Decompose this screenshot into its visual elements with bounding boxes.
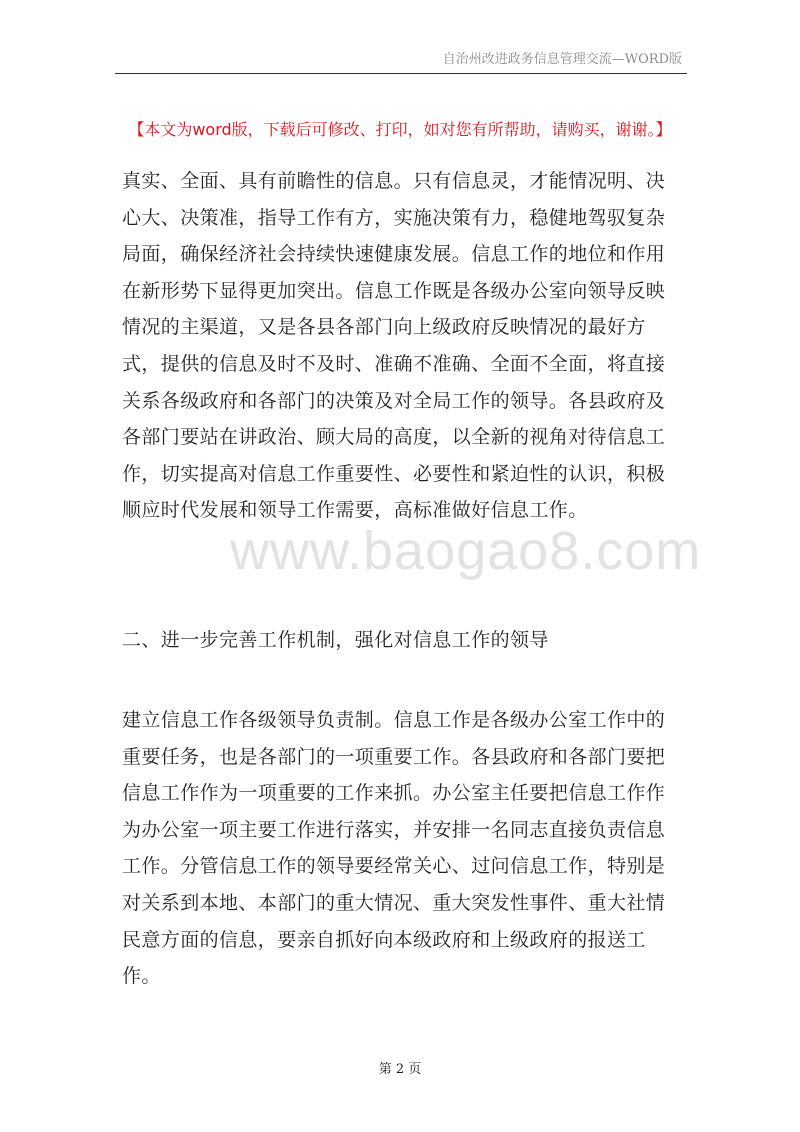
watermark-text: www.baogao8.com [230, 521, 702, 581]
promo-notice: 【本文为word版，下载后可修改、打印，如对您有所帮助，请购买，谢谢。】 [128, 120, 672, 139]
document-header-title: 自治州改进政务信息管理交流—WORD版 [442, 52, 682, 67]
section-heading: 二、进一步完善工作机制，强化对信息工作的领导 [122, 629, 549, 651]
body-paragraph-1: 真实、全面、具有前瞻性的信息。只有信息灵，才能情况明、决心大、决策准，指导工作有方，实施决策有力，稳健地驾驭复杂局面，确保经济社会持续快速健康发展。信息工作的地位和作用在新形势下显得更加突出。信息工作既是各级办公室向领导反映情况的主渠道，又是各县各部门向上级政府反映情况的最好方式，提供的信息及时不及时、准确不准确、全面不全面，将直接关系各级政府和各部门的决策及对全局工作的领导。各县政府及各部门要站在讲政治、顾大局的高度，以全新的视角对待信息工作，切实提高对信息工作重要性、必要性和紧迫性的认识，积极顺应时代发展和领导工作需要，高标准做好信息工作。 [122, 170, 666, 522]
page-number: 第 2 页 [378, 1062, 422, 1077]
body-paragraph-2: 建立信息工作各级领导负责制。信息工作是各级办公室工作中的重要任务，也是各部门的一项重要工作。各县政府和各部门要把信息工作作为一项重要的工作来抓。办公室主任要把信息工作作为办公室一项主要工作进行落实，并安排一名同志直接负责信息工作。分管信息工作的领导要经常关心、过问信息工作，特别是对关系到本地、本部门的重大情况、重大突发性事件、重大社情民意方面的信息，要亲自抓好向本级政府和上级政府的报送工作。 [122, 709, 666, 988]
header-divider [115, 73, 687, 74]
